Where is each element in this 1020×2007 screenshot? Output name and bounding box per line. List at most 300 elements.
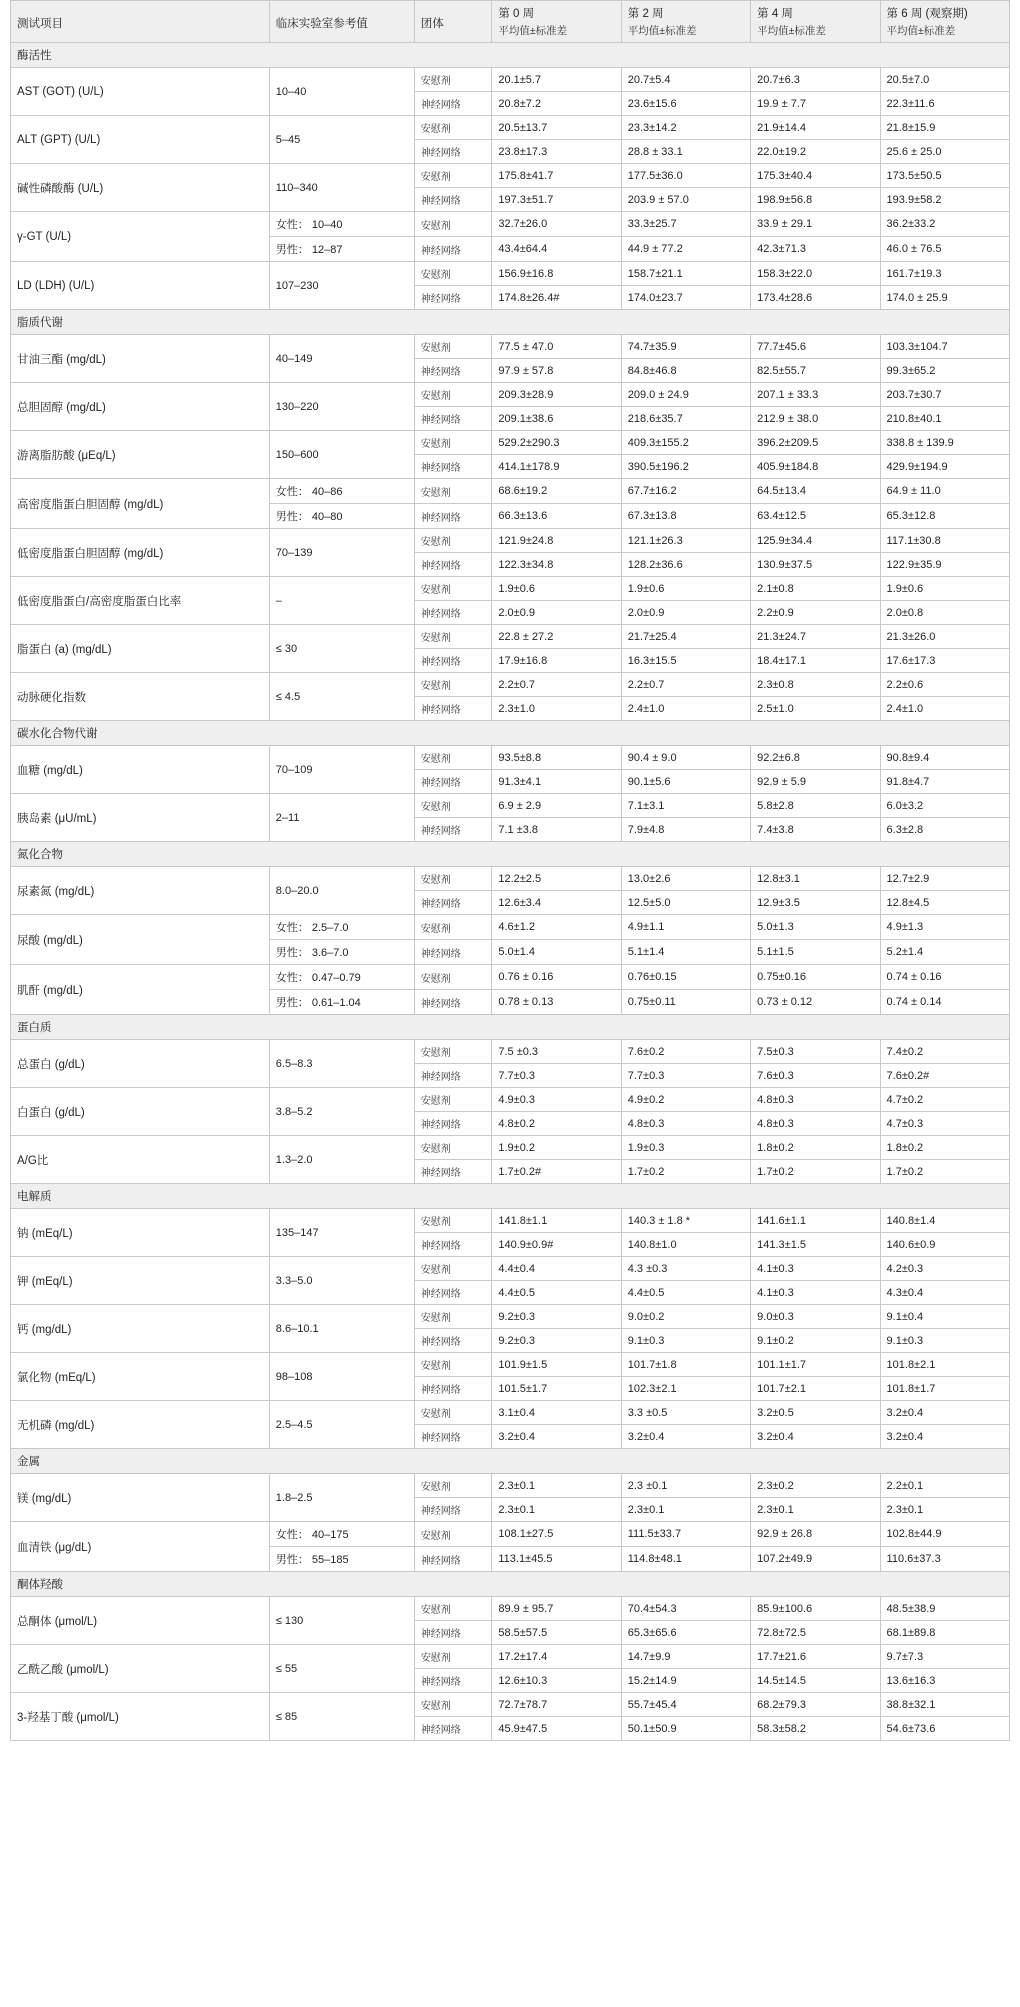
value-cell: 3.1±0.4 [492, 1401, 621, 1425]
group-label-network: 神经网络 [414, 1112, 492, 1136]
section-row [11, 842, 1010, 867]
section-row [11, 43, 1010, 68]
group-label-network: 神经网络 [414, 891, 492, 915]
value-cell: 4.6±1.2 [492, 915, 621, 940]
test-item-name: ALT (GPT) (U/L) [11, 116, 270, 164]
test-item-name: 肌酐 (mg/dL) [11, 965, 270, 1015]
value-cell: 77.5 ± 47.0 [492, 335, 621, 359]
section-title: 蛋白质 [11, 1015, 1010, 1040]
group-label-network: 神经网络 [414, 818, 492, 842]
reference-value: 女性： 10–40 [269, 212, 414, 237]
value-cell: 21.7±25.4 [621, 625, 750, 649]
group-label-network: 神经网络 [414, 1329, 492, 1353]
value-cell: 7.4±3.8 [751, 818, 880, 842]
value-cell: 23.3±14.2 [621, 116, 750, 140]
table-row [11, 1136, 1010, 1160]
value-cell: 101.9±1.5 [492, 1353, 621, 1377]
value-cell: 2.3±0.1 [751, 1498, 880, 1522]
group-label-network: 神经网络 [414, 1669, 492, 1693]
value-cell: 70.4±54.3 [621, 1597, 750, 1621]
value-cell: 197.3±51.7 [492, 188, 621, 212]
value-cell: 82.5±55.7 [751, 359, 880, 383]
group-label-placebo: 安慰剂 [414, 965, 492, 990]
value-cell: 21.8±15.9 [880, 116, 1009, 140]
value-cell: 20.5±7.0 [880, 68, 1009, 92]
value-cell: 1.8±0.2 [880, 1136, 1009, 1160]
group-label-network: 神经网络 [414, 940, 492, 965]
group-label-network: 神经网络 [414, 1621, 492, 1645]
reference-value: 女性： 2.5–7.0 [269, 915, 414, 940]
value-cell: 174.0±23.7 [621, 286, 750, 310]
group-label-network: 神经网络 [414, 1377, 492, 1401]
value-cell: 0.74 ± 0.16 [880, 965, 1009, 990]
value-cell: 7.5 ±0.3 [492, 1040, 621, 1064]
table-row [11, 335, 1010, 359]
value-cell: 68.2±79.3 [751, 1693, 880, 1717]
value-cell: 2.0±0.8 [880, 601, 1009, 625]
value-cell: 4.9±0.2 [621, 1088, 750, 1112]
value-cell: 20.7±6.3 [751, 68, 880, 92]
section-row [11, 1572, 1010, 1597]
group-label-network: 神经网络 [414, 455, 492, 479]
value-cell: 4.9±0.3 [492, 1088, 621, 1112]
value-cell: 3.2±0.4 [751, 1425, 880, 1449]
value-cell: 9.2±0.3 [492, 1305, 621, 1329]
value-cell: 22.0±19.2 [751, 140, 880, 164]
test-item-name: 总蛋白 (g/dL) [11, 1040, 270, 1088]
value-cell: 7.6±0.3 [751, 1064, 880, 1088]
table-row [11, 431, 1010, 455]
group-label-placebo: 安慰剂 [414, 1088, 492, 1112]
value-cell: 103.3±104.7 [880, 335, 1009, 359]
value-cell: 22.3±11.6 [880, 92, 1009, 116]
reference-value: 女性： 40–86 [269, 479, 414, 504]
value-cell: 12.8±4.5 [880, 891, 1009, 915]
table-row [11, 1522, 1010, 1547]
header-item: 测试项目 [11, 1, 270, 43]
header-reference: 临床实验室参考值 [269, 1, 414, 43]
group-label-placebo: 安慰剂 [414, 577, 492, 601]
value-cell: 173.5±50.5 [880, 164, 1009, 188]
table-row [11, 479, 1010, 504]
group-label-network: 神经网络 [414, 1425, 492, 1449]
group-label-network: 神经网络 [414, 140, 492, 164]
reference-value: 男性： 40–80 [269, 504, 414, 529]
table-row [11, 1597, 1010, 1621]
group-label-placebo: 安慰剂 [414, 1305, 492, 1329]
value-cell: 1.9±0.2 [492, 1136, 621, 1160]
group-label-network: 神经网络 [414, 1281, 492, 1305]
test-item-name: AST (GOT) (U/L) [11, 68, 270, 116]
reference-value: 男性： 3.6–7.0 [269, 940, 414, 965]
value-cell: 72.8±72.5 [751, 1621, 880, 1645]
table-row [11, 746, 1010, 770]
group-label-network: 神经网络 [414, 1160, 492, 1184]
value-cell: 140.8±1.4 [880, 1209, 1009, 1233]
group-label-placebo: 安慰剂 [414, 431, 492, 455]
table-row [11, 212, 1010, 237]
value-cell: 38.8±32.1 [880, 1693, 1009, 1717]
value-cell: 1.9±0.6 [880, 577, 1009, 601]
section-title: 氮化合物 [11, 842, 1010, 867]
value-cell: 9.0±0.2 [621, 1305, 750, 1329]
value-cell: 2.5±1.0 [751, 697, 880, 721]
value-cell: 90.1±5.6 [621, 770, 750, 794]
value-cell: 4.8±0.3 [751, 1088, 880, 1112]
group-label-placebo: 安慰剂 [414, 529, 492, 553]
value-cell: 4.9±1.3 [880, 915, 1009, 940]
test-item-name: 低密度脂蛋白/高密度脂蛋白比率 [11, 577, 270, 625]
test-item-name: 乙酰乙酸 (μmol/L) [11, 1645, 270, 1693]
header-week-4-sub: 平均值±标准差 [751, 23, 880, 43]
table-row [11, 262, 1010, 286]
value-cell: 1.7±0.2 [751, 1160, 880, 1184]
value-cell: 101.8±1.7 [880, 1377, 1009, 1401]
value-cell: 4.4±0.5 [492, 1281, 621, 1305]
value-cell: 12.8±3.1 [751, 867, 880, 891]
reference-value: 1.8–2.5 [269, 1474, 414, 1522]
group-label-placebo: 安慰剂 [414, 794, 492, 818]
table-row [11, 915, 1010, 940]
group-label-network: 神经网络 [414, 1064, 492, 1088]
header-week-0-sub: 平均值±标准差 [492, 23, 621, 43]
value-cell: 2.2±0.9 [751, 601, 880, 625]
value-cell: 122.3±34.8 [492, 553, 621, 577]
value-cell: 101.8±2.1 [880, 1353, 1009, 1377]
reference-value: ≤ 30 [269, 625, 414, 673]
test-item-name: 无机磷 (mg/dL) [11, 1401, 270, 1449]
test-item-name: 低密度脂蛋白胆固醇 (mg/dL) [11, 529, 270, 577]
test-item-name: LD (LDH) (U/L) [11, 262, 270, 310]
value-cell: 193.9±58.2 [880, 188, 1009, 212]
test-item-name: 氯化物 (mEq/L) [11, 1353, 270, 1401]
value-cell: 3.2±0.4 [621, 1425, 750, 1449]
table-row [11, 116, 1010, 140]
group-label-network: 神经网络 [414, 697, 492, 721]
value-cell: 4.1±0.3 [751, 1257, 880, 1281]
value-cell: 207.1 ± 33.3 [751, 383, 880, 407]
value-cell: 23.6±15.6 [621, 92, 750, 116]
value-cell: 58.3±58.2 [751, 1717, 880, 1741]
value-cell: 7.6±0.2# [880, 1064, 1009, 1088]
value-cell: 0.75±0.16 [751, 965, 880, 990]
header-week-4: 第 4 周 [751, 1, 880, 24]
value-cell: 77.7±45.6 [751, 335, 880, 359]
group-label-network: 神经网络 [414, 237, 492, 262]
test-item-name: 钠 (mEq/L) [11, 1209, 270, 1257]
value-cell: 21.3±26.0 [880, 625, 1009, 649]
test-item-name: 游离脂肪酸 (μEq/L) [11, 431, 270, 479]
test-item-name: 白蛋白 (g/dL) [11, 1088, 270, 1136]
reference-value: 10–40 [269, 68, 414, 116]
test-item-name: A/G比 [11, 1136, 270, 1184]
value-cell: 12.6±10.3 [492, 1669, 621, 1693]
group-label-network: 神经网络 [414, 92, 492, 116]
value-cell: 114.8±48.1 [621, 1547, 750, 1572]
value-cell: 141.3±1.5 [751, 1233, 880, 1257]
value-cell: 141.6±1.1 [751, 1209, 880, 1233]
value-cell: 9.0±0.3 [751, 1305, 880, 1329]
section-row [11, 721, 1010, 746]
value-cell: 390.5±196.2 [621, 455, 750, 479]
group-label-placebo: 安慰剂 [414, 1474, 492, 1498]
header-week-0: 第 0 周 [492, 1, 621, 24]
value-cell: 17.6±17.3 [880, 649, 1009, 673]
value-cell: 405.9±184.8 [751, 455, 880, 479]
value-cell: 15.2±14.9 [621, 1669, 750, 1693]
test-item-name: 总酮体 (μmol/L) [11, 1597, 270, 1645]
test-item-name: 血糖 (mg/dL) [11, 746, 270, 794]
group-label-network: 神经网络 [414, 359, 492, 383]
value-cell: 17.7±21.6 [751, 1645, 880, 1669]
group-label-placebo: 安慰剂 [414, 1597, 492, 1621]
value-cell: 125.9±34.4 [751, 529, 880, 553]
value-cell: 102.8±44.9 [880, 1522, 1009, 1547]
header-week-6: 第 6 周 (观察期) [880, 1, 1009, 24]
value-cell: 67.7±16.2 [621, 479, 750, 504]
value-cell: 117.1±30.8 [880, 529, 1009, 553]
value-cell: 3.2±0.5 [751, 1401, 880, 1425]
table-row [11, 164, 1010, 188]
table-row [11, 794, 1010, 818]
value-cell: 121.1±26.3 [621, 529, 750, 553]
group-label-placebo: 安慰剂 [414, 1693, 492, 1717]
value-cell: 9.1±0.3 [621, 1329, 750, 1353]
reference-value: 150–600 [269, 431, 414, 479]
value-cell: 67.3±13.8 [621, 504, 750, 529]
group-label-network: 神经网络 [414, 770, 492, 794]
value-cell: 48.5±38.9 [880, 1597, 1009, 1621]
group-label-placebo: 安慰剂 [414, 1353, 492, 1377]
value-cell: 2.2±0.7 [621, 673, 750, 697]
value-cell: 102.3±2.1 [621, 1377, 750, 1401]
value-cell: 90.4 ± 9.0 [621, 746, 750, 770]
value-cell: 91.8±4.7 [880, 770, 1009, 794]
value-cell: 174.8±26.4# [492, 286, 621, 310]
value-cell: 7.1 ±3.8 [492, 818, 621, 842]
value-cell: 338.8 ± 139.9 [880, 431, 1009, 455]
table-row [11, 1209, 1010, 1233]
value-cell: 141.8±1.1 [492, 1209, 621, 1233]
group-label-placebo: 安慰剂 [414, 212, 492, 237]
value-cell: 54.6±73.6 [880, 1717, 1009, 1741]
group-label-placebo: 安慰剂 [414, 746, 492, 770]
value-cell: 45.9±47.5 [492, 1717, 621, 1741]
value-cell: 33.3±25.7 [621, 212, 750, 237]
value-cell: 92.9 ± 5.9 [751, 770, 880, 794]
value-cell: 4.8±0.2 [492, 1112, 621, 1136]
value-cell: 2.0±0.9 [492, 601, 621, 625]
table-row [11, 383, 1010, 407]
reference-value: 5–45 [269, 116, 414, 164]
value-cell: 4.2±0.3 [880, 1257, 1009, 1281]
value-cell: 19.9 ± 7.7 [751, 92, 880, 116]
test-item-name: 动脉硬化指数 [11, 673, 270, 721]
group-label-network: 神经网络 [414, 649, 492, 673]
group-label-network: 神经网络 [414, 1498, 492, 1522]
value-cell: 5.1±1.5 [751, 940, 880, 965]
value-cell: 5.0±1.4 [492, 940, 621, 965]
value-cell: 5.0±1.3 [751, 915, 880, 940]
value-cell: 5.1±1.4 [621, 940, 750, 965]
value-cell: 32.7±26.0 [492, 212, 621, 237]
value-cell: 107.2±49.9 [751, 1547, 880, 1572]
test-item-name: 胰岛素 (μU/mL) [11, 794, 270, 842]
group-label-placebo: 安慰剂 [414, 867, 492, 891]
table-row [11, 965, 1010, 990]
value-cell: 2.2±0.6 [880, 673, 1009, 697]
test-item-name: 高密度脂蛋白胆固醇 (mg/dL) [11, 479, 270, 529]
reference-value: – [269, 577, 414, 625]
section-title: 碳水化合物代谢 [11, 721, 1010, 746]
value-cell: 23.8±17.3 [492, 140, 621, 164]
value-cell: 4.3 ±0.3 [621, 1257, 750, 1281]
value-cell: 177.5±36.0 [621, 164, 750, 188]
value-cell: 7.6±0.2 [621, 1040, 750, 1064]
group-label-network: 神经网络 [414, 1233, 492, 1257]
value-cell: 6.3±2.8 [880, 818, 1009, 842]
value-cell: 218.6±35.7 [621, 407, 750, 431]
value-cell: 4.7±0.2 [880, 1088, 1009, 1112]
value-cell: 68.6±19.2 [492, 479, 621, 504]
value-cell: 108.1±27.5 [492, 1522, 621, 1547]
value-cell: 16.3±15.5 [621, 649, 750, 673]
reference-value: 3.8–5.2 [269, 1088, 414, 1136]
reference-value: 70–109 [269, 746, 414, 794]
value-cell: 92.2±6.8 [751, 746, 880, 770]
value-cell: 2.4±1.0 [621, 697, 750, 721]
value-cell: 20.5±13.7 [492, 116, 621, 140]
value-cell: 12.9±3.5 [751, 891, 880, 915]
value-cell: 64.9 ± 11.0 [880, 479, 1009, 504]
value-cell: 3.2±0.4 [492, 1425, 621, 1449]
table-row [11, 68, 1010, 92]
value-cell: 46.0 ± 76.5 [880, 237, 1009, 262]
reference-value: 8.6–10.1 [269, 1305, 414, 1353]
value-cell: 5.8±2.8 [751, 794, 880, 818]
value-cell: 89.9 ± 95.7 [492, 1597, 621, 1621]
value-cell: 2.3±0.8 [751, 673, 880, 697]
value-cell: 4.9±1.1 [621, 915, 750, 940]
table-row [11, 1401, 1010, 1425]
value-cell: 2.3±1.0 [492, 697, 621, 721]
table-row [11, 1088, 1010, 1112]
value-cell: 21.9±14.4 [751, 116, 880, 140]
group-label-placebo: 安慰剂 [414, 1645, 492, 1669]
value-cell: 20.7±5.4 [621, 68, 750, 92]
value-cell: 9.1±0.2 [751, 1329, 880, 1353]
value-cell: 9.1±0.4 [880, 1305, 1009, 1329]
value-cell: 3.2±0.4 [880, 1425, 1009, 1449]
value-cell: 110.6±37.3 [880, 1547, 1009, 1572]
value-cell: 1.9±0.3 [621, 1136, 750, 1160]
value-cell: 2.3±0.1 [880, 1498, 1009, 1522]
table-row [11, 625, 1010, 649]
value-cell: 43.4±64.4 [492, 237, 621, 262]
value-cell: 2.3±0.1 [492, 1498, 621, 1522]
reference-value: 40–149 [269, 335, 414, 383]
value-cell: 42.3±71.3 [751, 237, 880, 262]
clinical-lab-results-table [10, 0, 1010, 1741]
test-item-name: 脂蛋白 (a) (mg/dL) [11, 625, 270, 673]
value-cell: 20.8±7.2 [492, 92, 621, 116]
value-cell: 209.3±28.9 [492, 383, 621, 407]
value-cell: 1.8±0.2 [751, 1136, 880, 1160]
reference-value: ≤ 85 [269, 1693, 414, 1741]
section-row [11, 1449, 1010, 1474]
table-row [11, 529, 1010, 553]
value-cell: 7.7±0.3 [621, 1064, 750, 1088]
group-label-network: 神经网络 [414, 990, 492, 1015]
table-row [11, 1353, 1010, 1377]
value-cell: 203.7±30.7 [880, 383, 1009, 407]
value-cell: 140.6±0.9 [880, 1233, 1009, 1257]
test-item-name: 碱性磷酸酶 (U/L) [11, 164, 270, 212]
value-cell: 1.7±0.2# [492, 1160, 621, 1184]
table-row [11, 577, 1010, 601]
value-cell: 2.3 ±0.1 [621, 1474, 750, 1498]
group-label-placebo: 安慰剂 [414, 68, 492, 92]
reference-value: 女性： 0.47–0.79 [269, 965, 414, 990]
value-cell: 161.7±19.3 [880, 262, 1009, 286]
group-label-placebo: 安慰剂 [414, 479, 492, 504]
value-cell: 203.9 ± 57.0 [621, 188, 750, 212]
test-item-name: 钾 (mEq/L) [11, 1257, 270, 1305]
value-cell: 1.9±0.6 [621, 577, 750, 601]
reference-value: 135–147 [269, 1209, 414, 1257]
group-label-placebo: 安慰剂 [414, 116, 492, 140]
value-cell: 7.7±0.3 [492, 1064, 621, 1088]
value-cell: 5.2±1.4 [880, 940, 1009, 965]
header-week-2-sub: 平均值±标准差 [621, 23, 750, 43]
value-cell: 92.9 ± 26.8 [751, 1522, 880, 1547]
value-cell: 122.9±35.9 [880, 553, 1009, 577]
value-cell: 198.9±56.8 [751, 188, 880, 212]
table-row [11, 1040, 1010, 1064]
test-item-name: 尿素氮 (mg/dL) [11, 867, 270, 915]
value-cell: 58.5±57.5 [492, 1621, 621, 1645]
value-cell: 209.0 ± 24.9 [621, 383, 750, 407]
value-cell: 0.74 ± 0.14 [880, 990, 1009, 1015]
value-cell: 4.8±0.3 [751, 1112, 880, 1136]
value-cell: 12.5±5.0 [621, 891, 750, 915]
value-cell: 4.4±0.5 [621, 1281, 750, 1305]
value-cell: 2.3±0.2 [751, 1474, 880, 1498]
table-row [11, 1474, 1010, 1498]
group-label-placebo: 安慰剂 [414, 164, 492, 188]
value-cell: 121.9±24.8 [492, 529, 621, 553]
value-cell: 21.3±24.7 [751, 625, 880, 649]
group-label-network: 神经网络 [414, 1717, 492, 1741]
value-cell: 2.0±0.9 [621, 601, 750, 625]
value-cell: 140.3 ± 1.8 * [621, 1209, 750, 1233]
section-title: 金属 [11, 1449, 1010, 1474]
group-label-placebo: 安慰剂 [414, 335, 492, 359]
value-cell: 12.7±2.9 [880, 867, 1009, 891]
value-cell: 409.3±155.2 [621, 431, 750, 455]
value-cell: 7.5±0.3 [751, 1040, 880, 1064]
table-row [11, 1693, 1010, 1717]
header-week-6-sub: 平均值±标准差 [880, 23, 1009, 43]
value-cell: 174.0 ± 25.9 [880, 286, 1009, 310]
value-cell: 13.6±16.3 [880, 1669, 1009, 1693]
group-label-network: 神经网络 [414, 553, 492, 577]
value-cell: 90.8±9.4 [880, 746, 1009, 770]
header-week-2: 第 2 周 [621, 1, 750, 24]
value-cell: 414.1±178.9 [492, 455, 621, 479]
table-row [11, 1645, 1010, 1669]
section-title: 脂质代谢 [11, 310, 1010, 335]
